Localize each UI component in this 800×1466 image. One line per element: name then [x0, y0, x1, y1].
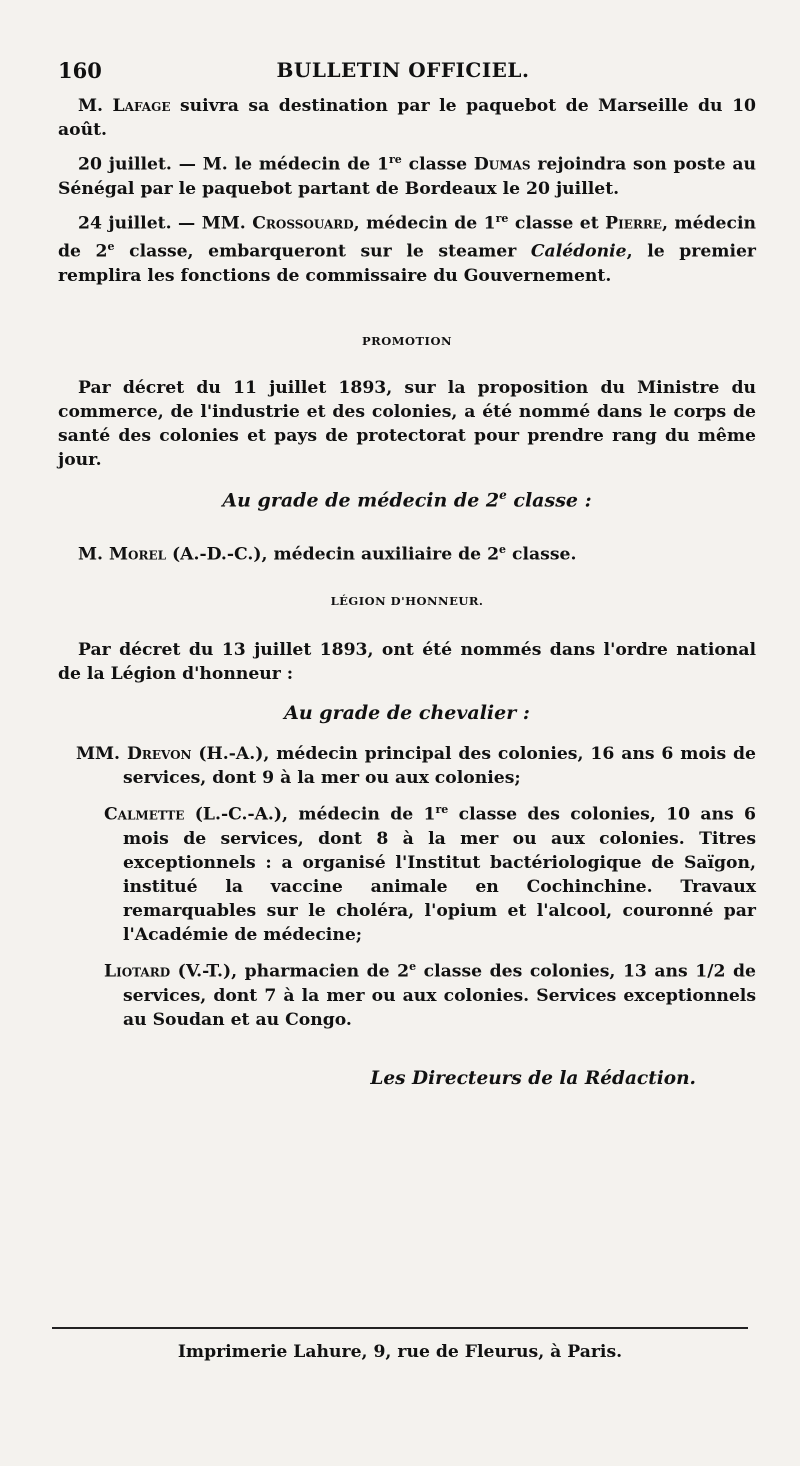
paragraph-20-juillet: [58, 148, 756, 201]
superscript: re: [435, 803, 449, 817]
text-fragment: classe :: [506, 489, 592, 512]
text-fragment: Au grade de médecin de 2: [222, 489, 500, 512]
text-fragment: classe des colonies, 13 ans 1/2 de services, dont 7 à la mer ou aux colonies. Services exceptionnels au Soudan et au Congo.: [123, 961, 756, 1030]
person-name: Calmette: [104, 805, 185, 825]
person-name: Lafage: [112, 96, 171, 116]
paragraph-morel: [58, 538, 756, 567]
entry-liotard: [58, 955, 756, 1032]
superscript: re: [388, 153, 402, 166]
text-fragment: rejoindra son poste au Sénégal par le paquebot partant de Bordeaux le 20 juillet.: [58, 154, 757, 199]
superscript: e: [499, 542, 507, 556]
section-heading-legion: LÉGION D'HONNEUR.: [330, 594, 484, 609]
person-name: Liotard: [104, 961, 171, 982]
paragraph-lafage: [58, 94, 756, 142]
text-fragment: 20 juillet. — M. le médecin de 1: [78, 154, 389, 175]
superscript: e: [107, 240, 115, 254]
text-fragment: M.: [78, 544, 109, 565]
person-name: Morel: [109, 544, 167, 565]
person-name: Crossouard: [252, 213, 354, 234]
text-fragment: classe et: [508, 213, 606, 234]
text-fragment: (V.-T.), pharmacien de 2: [170, 961, 410, 982]
superscript: e: [409, 960, 417, 973]
paragraph-24-juillet: [58, 207, 756, 288]
signature: Les Directeurs de la Rédaction.: [370, 1067, 696, 1089]
paragraph-decree-legion: Par décret du 13 juillet 1893, ont été nommés dans l'ordre national de la Légion d'honneur :: [58, 640, 756, 685]
text-fragment: , médecin de 2: [58, 213, 756, 263]
grade-heading-chevalier: Au grade de chevalier :: [284, 702, 530, 725]
text-fragment: classe.: [506, 544, 577, 565]
text-fragment: , le premier remplira les fonctions de commissaire du Gouvernement.: [58, 242, 756, 287]
paragraph-decree-promotion: Par décret du 11 juillet 1893, sur la proposition du Ministre du commerce, de l'industrie et des colonies, a été nommé dans le corps de santé des colonies et pays de protectorat pour prendre rang du même jour.: [58, 378, 756, 471]
footer-rule: [52, 1327, 748, 1329]
person-name: Dumas: [473, 154, 531, 175]
person-name: Pierre: [605, 213, 662, 234]
superscript: e: [499, 488, 507, 503]
text-fragment: suivra sa destination par le paquebot de Marseille du 10 août.: [58, 96, 756, 140]
entry-calmette: [58, 798, 756, 947]
text-fragment: (A.-D.-C.), médecin auxiliaire de 2: [166, 544, 500, 565]
superscript: re: [495, 211, 509, 225]
text-fragment: M.: [78, 96, 113, 116]
ship-name: Calédonie: [530, 242, 627, 263]
text-fragment: (H.-A.), médecin principal des colonies, 16 ans 6 mois de services, dont 9 à la mer ou aux colonies;: [123, 744, 756, 789]
body-text: [58, 94, 756, 1089]
printer-imprint: Imprimerie Lahure, 9, rue de Fleurus, à Paris.: [177, 1342, 623, 1362]
section-heading-promotion: PROMOTION: [362, 334, 452, 349]
running-title: BULLETIN OFFICIEL.: [276, 58, 530, 82]
text-fragment: classe: [401, 154, 474, 175]
text-fragment: MM.: [76, 744, 127, 765]
text-fragment: (L.-C.-A.), médecin de 1: [184, 805, 436, 825]
grade-heading-medecin: [58, 488, 756, 511]
person-name: Drevon: [126, 744, 192, 765]
text-fragment: classe, embarqueront sur le steamer: [114, 242, 531, 263]
text-fragment: classe des colonies, 10 ans 6 mois de services, dont 8 à la mer ou aux colonies. Titres exceptionnels : a organisé l'Institut bactériologique de Saïgon, institué la vaccine animale en Cochinchine. Travaux remarquables sur le choléra, l'opium et l'alcool, couronné par l'Académie de médecine;: [123, 805, 756, 945]
entry-drevon: [58, 742, 756, 790]
page-header: [58, 58, 748, 88]
text-fragment: , médecin de 1: [353, 213, 496, 234]
page-number: 160: [58, 58, 102, 83]
text-fragment: 24 juillet. — MM.: [78, 213, 253, 234]
